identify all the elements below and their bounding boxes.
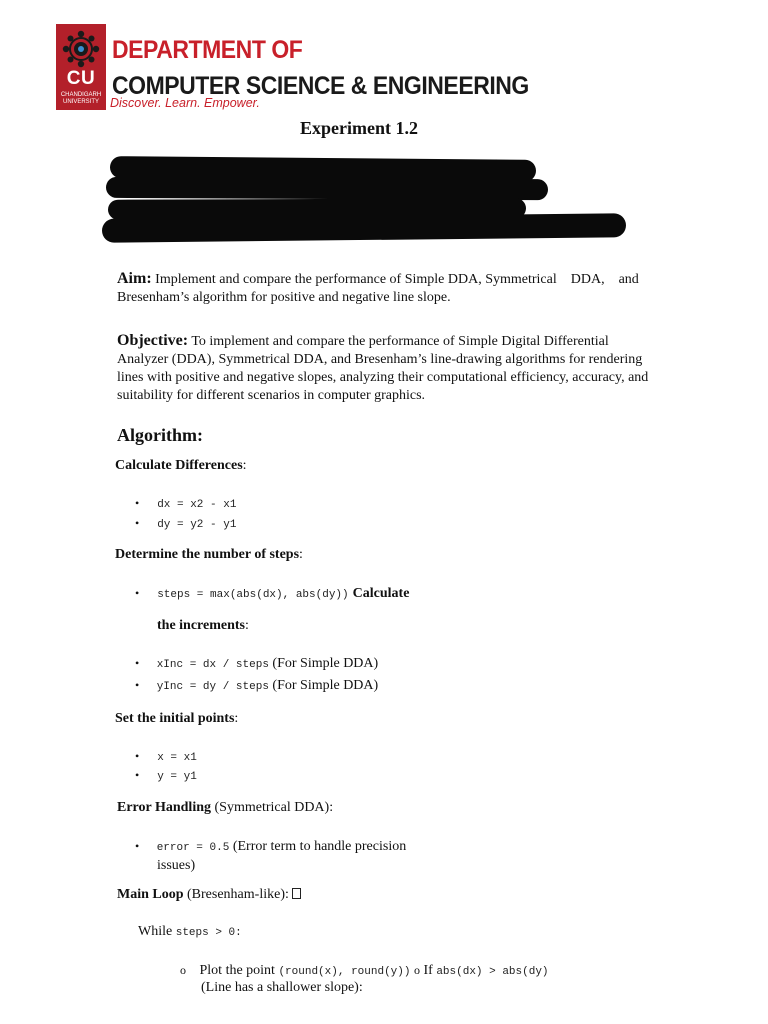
objective-section: [117, 332, 677, 405]
redaction-bar: [102, 213, 626, 242]
experiment-title: Experiment 1.2: [300, 118, 418, 138]
algorithm-heading-text: Algorithm: [117, 425, 197, 445]
list-item: [135, 514, 236, 532]
department-title-line1: DEPARTMENT OF: [112, 36, 303, 64]
calculate-differences-label: Calculate Differences:: [115, 458, 247, 473]
initial-points-label: Set the initial points:: [115, 711, 239, 726]
objective-line2: Analyzer (DDA), Symmetrical DDA, and Bresenham’s line-drawing algorithms for rendering: [117, 352, 643, 367]
objective-label: Objective:: [117, 332, 189, 349]
x-init-code: x = x1: [157, 752, 197, 764]
list-item: [135, 676, 378, 696]
logo-emblem-icon: [60, 28, 102, 70]
department-title-line2: COMPUTER SCIENCE & ENGINEERING: [112, 72, 529, 100]
list-item: [135, 654, 378, 674]
sub-bullet-icon: o: [180, 963, 186, 977]
aim-label: Aim:: [117, 270, 152, 287]
plot-line: o Plot the point (round(x), round(y)) o If abs(dx) > abs(dy): [180, 963, 549, 978]
bullet-icon: •: [135, 768, 140, 782]
y-init-code: y = y1: [157, 771, 197, 783]
while-code: steps > 0: [175, 927, 236, 939]
bullet-icon: •: [135, 496, 140, 510]
dx-code: dx = x2 - x1: [157, 499, 237, 511]
error-note-line2: issues): [157, 858, 196, 873]
yinc-note: (For Simple DDA): [272, 678, 379, 693]
error-code: error = 0.5: [156, 842, 230, 854]
steps-code: steps = max(abs(dx), abs(dy)): [157, 589, 349, 601]
objective-line1: To implement and compare the performance of Simple Digital Differential: [191, 334, 609, 349]
while-line: While steps > 0:: [138, 924, 242, 939]
error-handling-label: Error Handling (Symmetrical DDA):: [117, 800, 334, 815]
if-code: abs(dx) > abs(dy): [436, 966, 549, 978]
bullet-icon: •: [135, 586, 140, 600]
tagline: Discover. Learn. Empower.: [110, 96, 260, 110]
aim-section: [117, 270, 657, 307]
bullet-icon: •: [135, 839, 140, 853]
plot-code: (round(x), round(y)): [278, 966, 411, 978]
objective-line3: lines with positive and negative slopes, analyzing their computational efficiency, accuracy, and: [117, 370, 649, 385]
logo-cu-text: CU: [66, 68, 96, 89]
list-item: [135, 747, 197, 765]
dy-code: dy = y2 - y1: [157, 519, 237, 531]
aim-text-line2: Bresenham’s algorithm for positive and negative line slope.: [117, 290, 451, 305]
list-item: [135, 766, 197, 784]
objective-line4: suitability for different scenarios in computer graphics.: [117, 388, 426, 403]
list-item: [135, 837, 406, 857]
error-note-line1: (Error term to handle precision: [232, 839, 407, 854]
missing-glyph-icon: [292, 888, 301, 899]
list-item: [135, 584, 409, 602]
yinc-code: yInc = dy / steps: [156, 681, 269, 693]
bullet-icon: •: [135, 516, 140, 530]
list-item: [135, 494, 236, 512]
bullet-icon: •: [135, 656, 140, 670]
increments-label: the increments:: [157, 618, 249, 633]
aim-text-line1: Implement and compare the performance of Simple DDA, Symmetrical DDA, and: [155, 272, 639, 287]
sub-bullet-icon: o: [413, 963, 420, 977]
redaction-bar: [106, 177, 548, 200]
shallow-note: (Line has a shallower slope):: [201, 980, 363, 995]
logo-university-text: CHANDIGARH UNIVERSITY: [60, 92, 102, 105]
xinc-note: (For Simple DDA): [272, 656, 379, 671]
calculate-word: Calculate: [352, 586, 410, 601]
algorithm-heading: Algorithm:: [117, 425, 203, 445]
determine-steps-label: Determine the number of steps:: [115, 547, 303, 562]
xinc-code: xInc = dx / steps: [156, 659, 269, 671]
bullet-icon: •: [135, 678, 140, 692]
university-logo: [56, 24, 106, 110]
main-loop-label: Main Loop (Bresenham-like):: [117, 886, 301, 904]
bullet-icon: •: [135, 749, 140, 763]
